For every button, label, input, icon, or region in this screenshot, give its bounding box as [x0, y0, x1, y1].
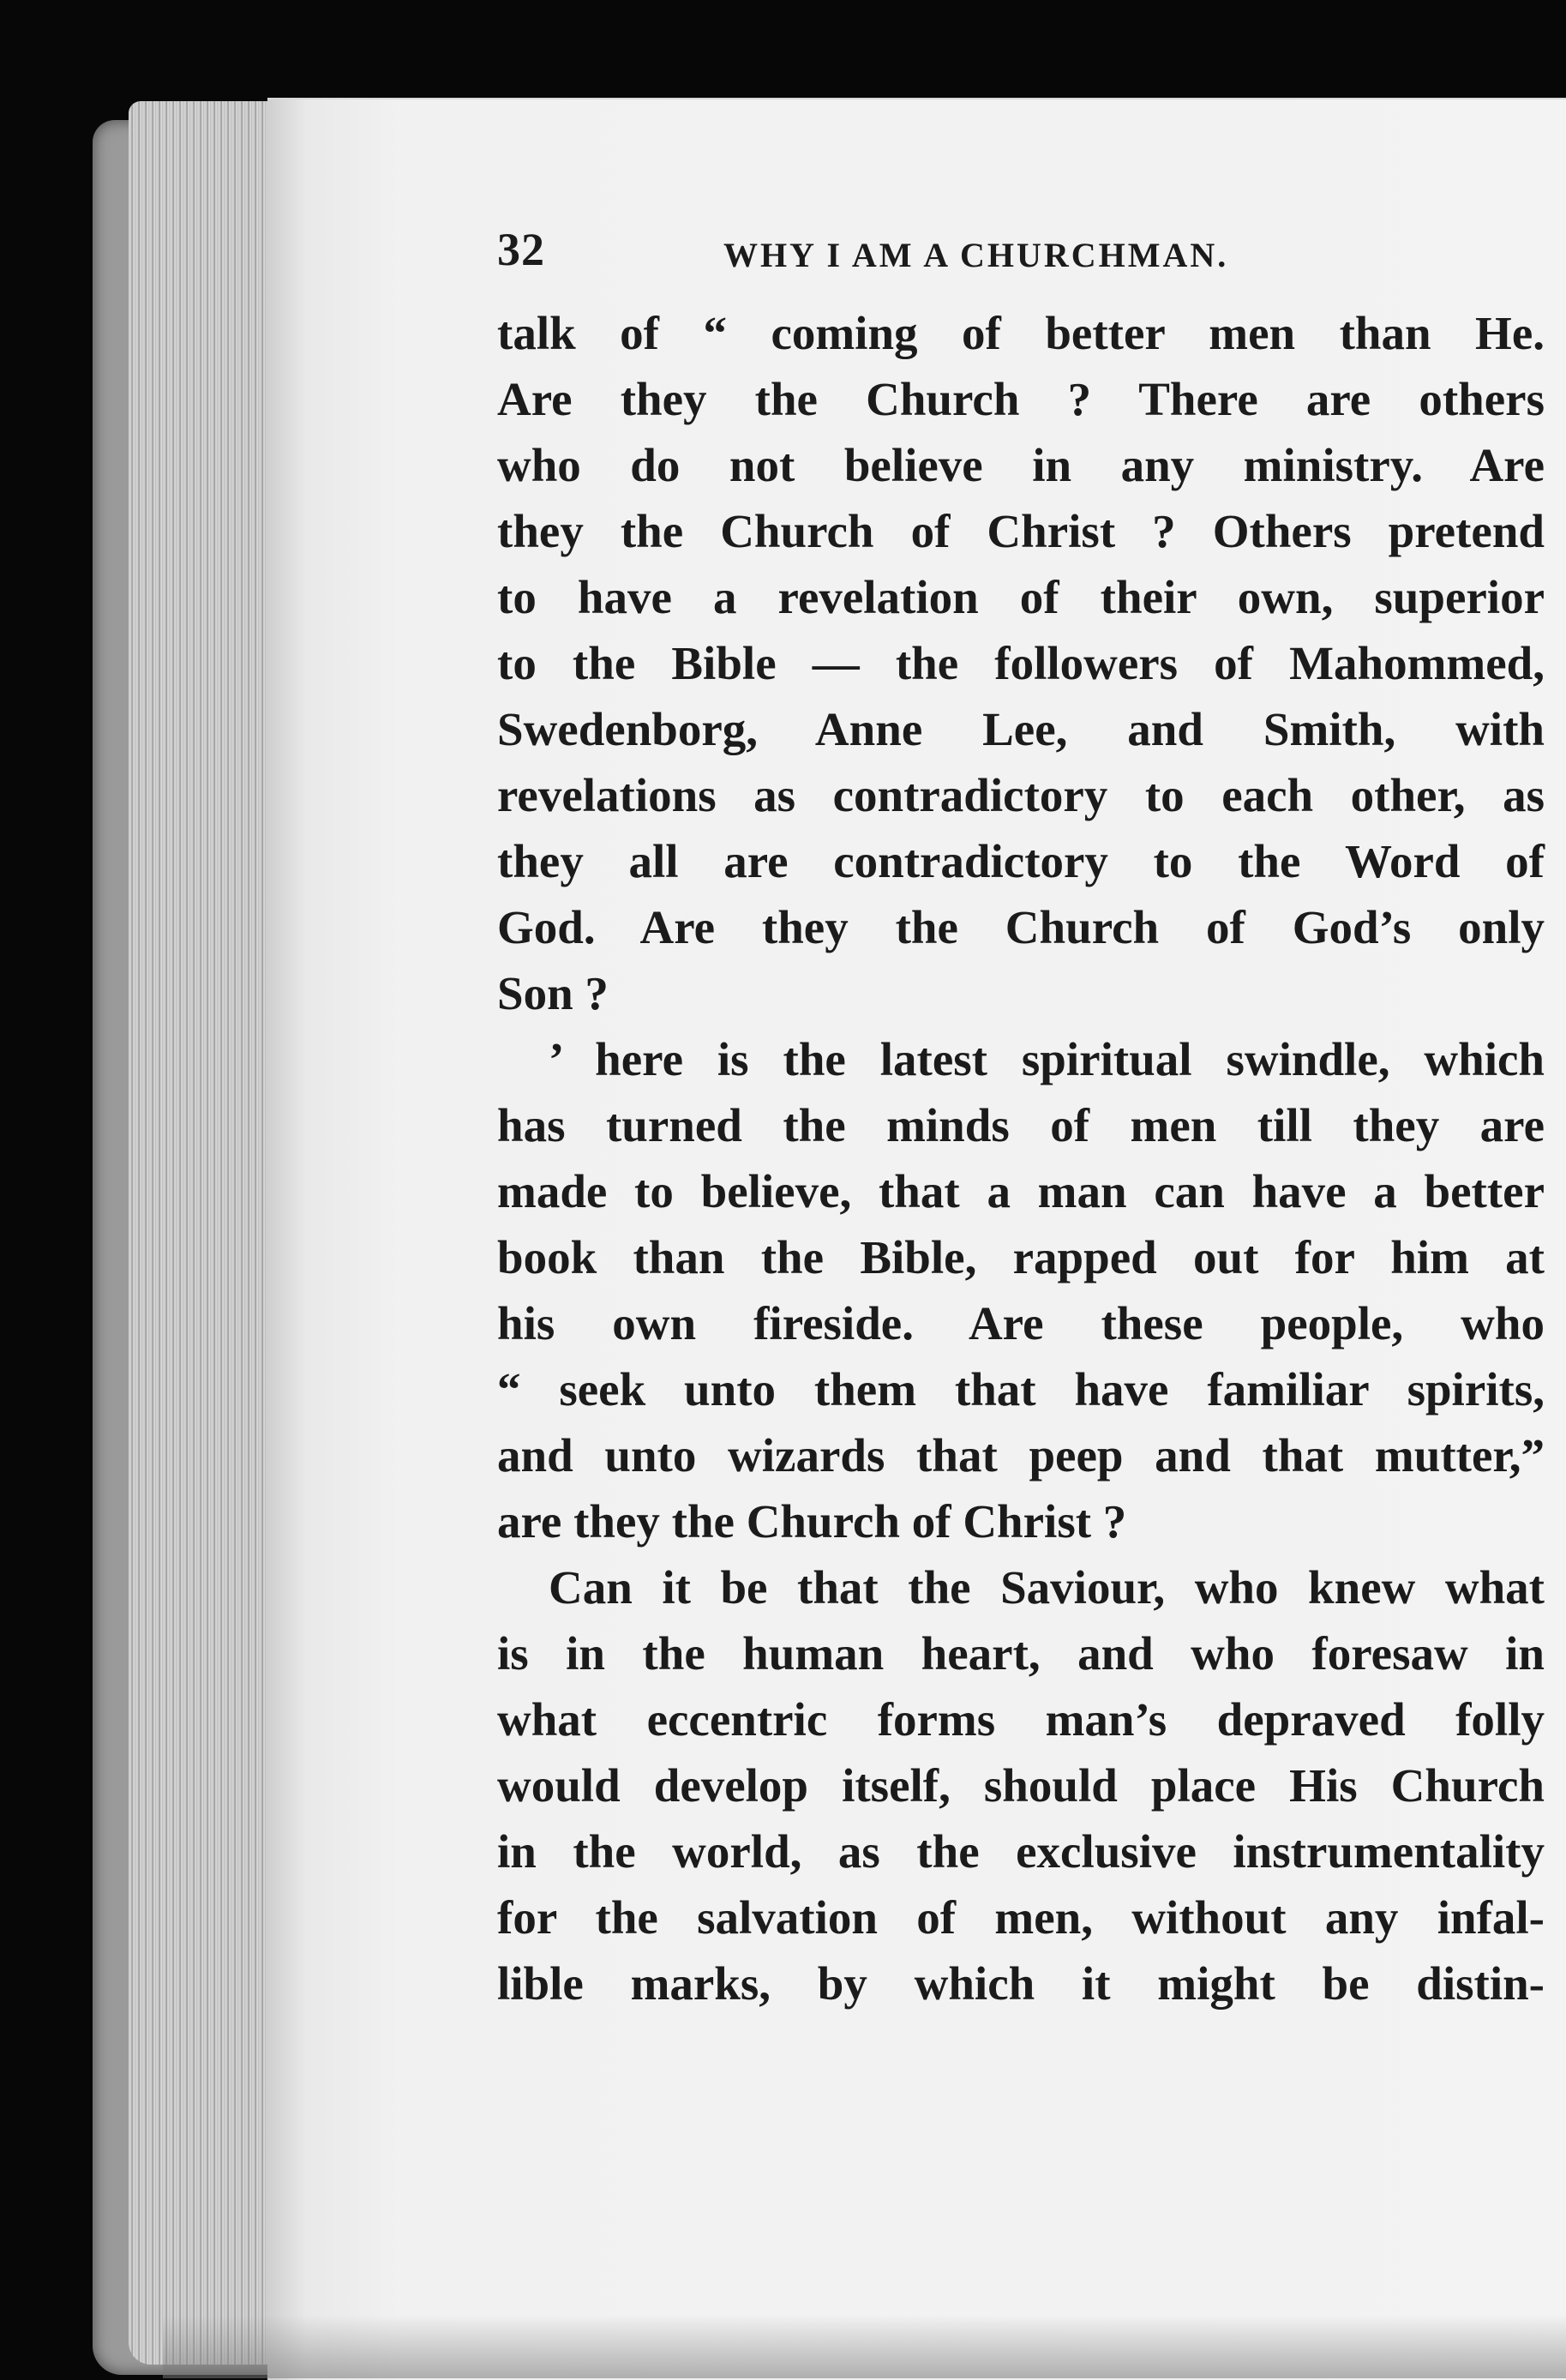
text-line: revelations as contradictory to each other, as [497, 769, 1545, 821]
text-line: has turned the minds of men till they are [497, 1099, 1545, 1151]
running-head [497, 223, 1545, 283]
page-text-block [497, 223, 1545, 2016]
text-line: and unto wizards that peep and that mutter,” [497, 1429, 1545, 1481]
text-line: Son ? [497, 967, 609, 1019]
text-line: to have a revelation of their own, superior [497, 571, 1545, 623]
running-title: WHY I AM A CHURCHMAN. [723, 236, 1229, 274]
text-line: what eccentric forms man’s depraved folly [497, 1693, 1545, 1746]
page-edges [129, 101, 274, 2365]
text-line: who do not believe in any ministry. Are [497, 439, 1545, 491]
text-line: Are they the Church ? There are others [497, 373, 1545, 425]
paragraph-2 [497, 1026, 1545, 1554]
text-line: for the salvation of men, without any infal- [497, 1891, 1545, 1944]
text-line: Swedenborg, Anne Lee, and Smith, with [497, 703, 1545, 755]
text-line: Can it be that the Saviour, who knew what [549, 1561, 1545, 1614]
text-line: would develop itself, should place His Church [497, 1759, 1545, 1812]
text-line: ’ here is the latest spiritual swindle, which [549, 1033, 1545, 1085]
text-line: they the Church of Christ ? Others pretend [497, 505, 1545, 557]
text-line: talk of “ coming of better men than He. [497, 307, 1545, 359]
text-line: to the Bible — the followers of Mahommed, [497, 637, 1545, 689]
body-text [497, 300, 1545, 2016]
text-line: lible marks, by which it might be distin- [497, 1957, 1545, 2010]
text-line: book than the Bible, rapped out for him at [497, 1231, 1545, 1283]
text-line: in the world, as the exclusive instrumentality [497, 1825, 1545, 1878]
paragraph-1 [497, 300, 1545, 1026]
text-line: made to believe, that a man can have a better [497, 1165, 1545, 1217]
text-line: are they the Church of Christ ? [497, 1495, 1127, 1548]
text-line: “ seek unto them that have familiar spirits, [497, 1363, 1545, 1415]
text-line: is in the human heart, and who foresaw in [497, 1627, 1545, 1680]
text-line: God. Are they the Church of God’s only [497, 901, 1545, 953]
paragraph-3 [497, 1554, 1545, 2016]
page-shadow [163, 2315, 1566, 2378]
page-number: 32 [497, 224, 545, 275]
text-line: they all are contradictory to the Word of [497, 835, 1545, 887]
text-line: his own fireside. Are these people, who [497, 1297, 1545, 1349]
